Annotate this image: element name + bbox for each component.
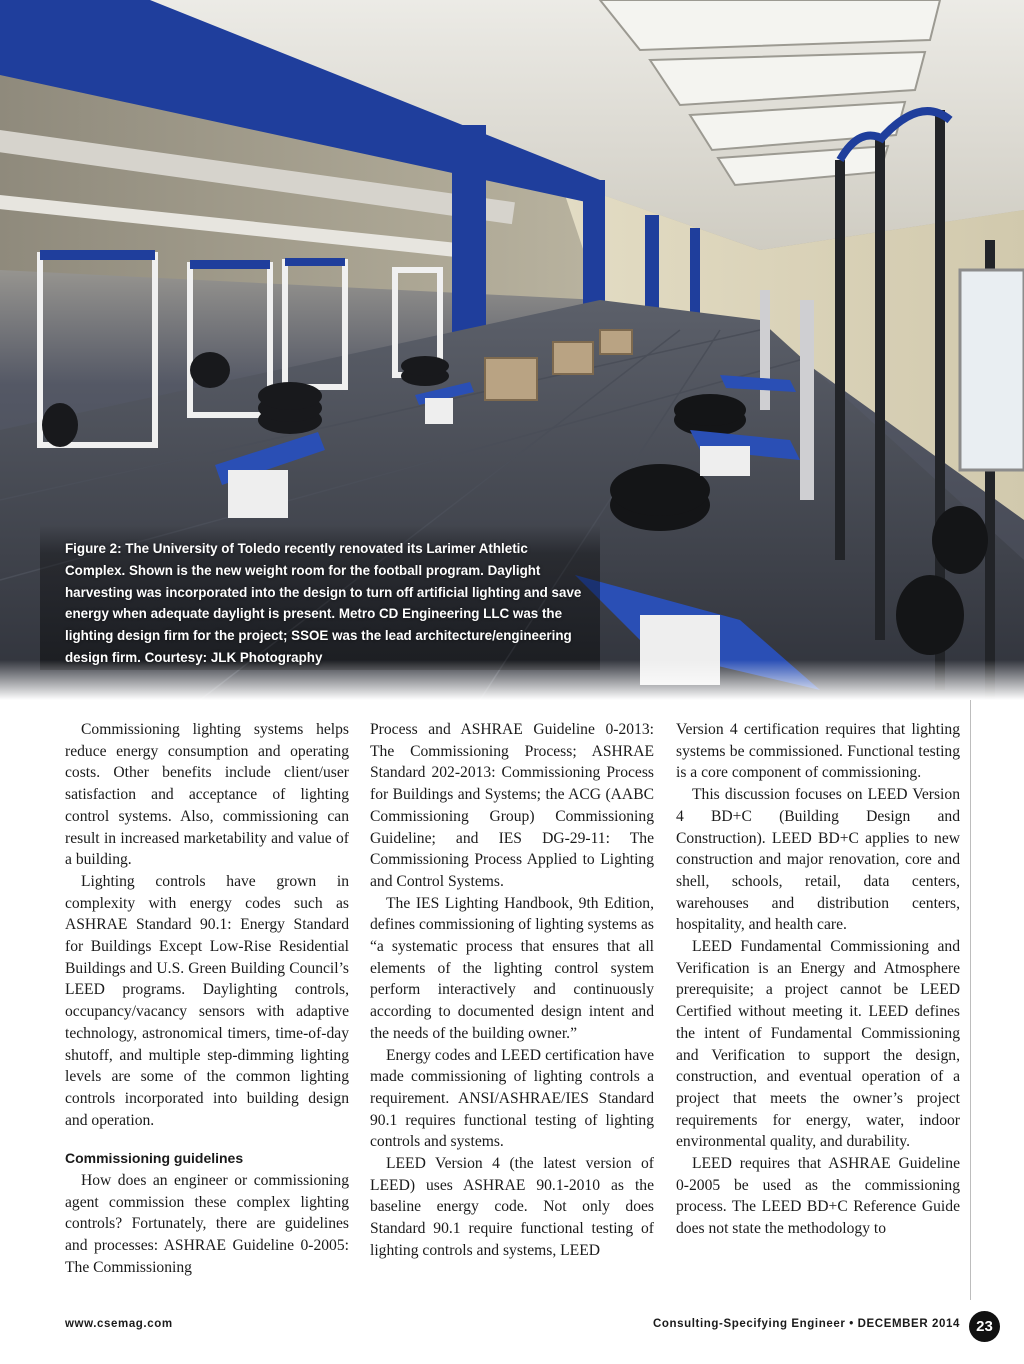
paragraph: LEED requires that ASHRAE Guideline 0-2005 be used as the commissioning process. The LEED BD+C Reference Guide does not state the methodology to [676, 1155, 960, 1238]
article-column-1 [65, 719, 349, 1279]
paragraph: This discussion focuses on LEED Version 4 BD+C (Building Design and Construction). LEED BD+C applies to new construction and major renovation, core and shell, schools, retail, data centers, warehouses and distribution centers, hospitality, and health care. [676, 786, 960, 934]
paragraph: Energy codes and LEED certification have made commissioning of lighting controls a requirement. ANSI/ASHRAE/IES Standard 90.1 requires functional testing of lighting controls and systems. [370, 1046, 654, 1151]
paragraph: How does an engineer or commissioning agent commission these complex lighting controls? Fortunately, there are guidelines and processes: ASHRAE Guideline 0-2005: The Commissioning [65, 1172, 349, 1276]
paragraph: LEED Fundamental Commissioning and Verification is an Energy and Atmosphere prerequisite; a project cannot be LEED Certified without meeting it. LEED defines the intent of Fundamental Commissioning and Verification to support the design, construction, and eventual operation of a project that meets the owner’s project requirements for energy, water, indoor environmental quality, and durability. [676, 938, 960, 1151]
paragraph: LEED Version 4 (the latest version of LEED) uses ASHRAE 90.1-2010 as the baseline energy code. Not only does Standard 90.1 require functional testing of lighting controls and systems, LEED [370, 1155, 654, 1259]
section-heading: Commissioning guidelines [65, 1150, 244, 1167]
column-divider [970, 700, 971, 1300]
paragraph: Version 4 certification requires that lighting systems be commissioned. Functional testing is a core component of commissioning. [676, 721, 960, 782]
page-number-badge: 23 [969, 1311, 1000, 1342]
paragraph: Lighting controls have grown in complexity with energy codes such as ASHRAE Standard 90.1: Energy Standard for Buildings Except Low-Rise Residential Buildings and U.S. Green Building Council’s LEED programs. Daylighting controls, occupancy/vacancy sensors with adaptive technology, astronomical timers, time-of-day shutoff, and multiple step-dimming lighting levels are some of the common lighting controls incorporated into building design and operation. [65, 872, 349, 1129]
footer-publication: Consulting-Specifying Engineer • DECEMBER 2014 [652, 1318, 960, 1330]
figure-caption: Figure 2: The University of Toledo recently renovated its Larimer Athletic Complex. Shown is the new weight room for the football program. Daylight harvesting was incorporated into the design to turn off artificial lighting and save energy when adequate daylight is present. Metro CD Engineering LLC was the lighting design firm for the project; SSOE was the lead architecture/engineering design firm. Courtesy: JLK Photography [65, 541, 582, 665]
footer-website: www.csemag.com [65, 1318, 173, 1330]
article-column-2 [370, 719, 654, 1262]
paragraph: Process and ASHRAE Guideline 0-2013: The Commissioning Process; ASHRAE Standard 202-2013: Commissioning Process for Buildings and Systems; the ACG (AABC Commissioning Group) Commissioning Guideline; and IES DG-29-11: The Commissioning Process Applied to Lighting and Control Systems. [370, 721, 654, 890]
paragraph: The IES Lighting Handbook, 9th Edition, defines commissioning of lighting systems as “a systematic process that ensures that all elements of the lighting control system perform interactively and continuously according to documented design intent and the needs of the building owner.” [370, 894, 654, 1042]
article-column-3 [676, 719, 960, 1240]
paragraph: Commissioning lighting systems helps reduce energy consumption and operating costs. Other benefits include client/user satisfaction and acceptance of lighting control systems. Also, commissioning can result in increased marketability and value of a building. [65, 721, 349, 869]
